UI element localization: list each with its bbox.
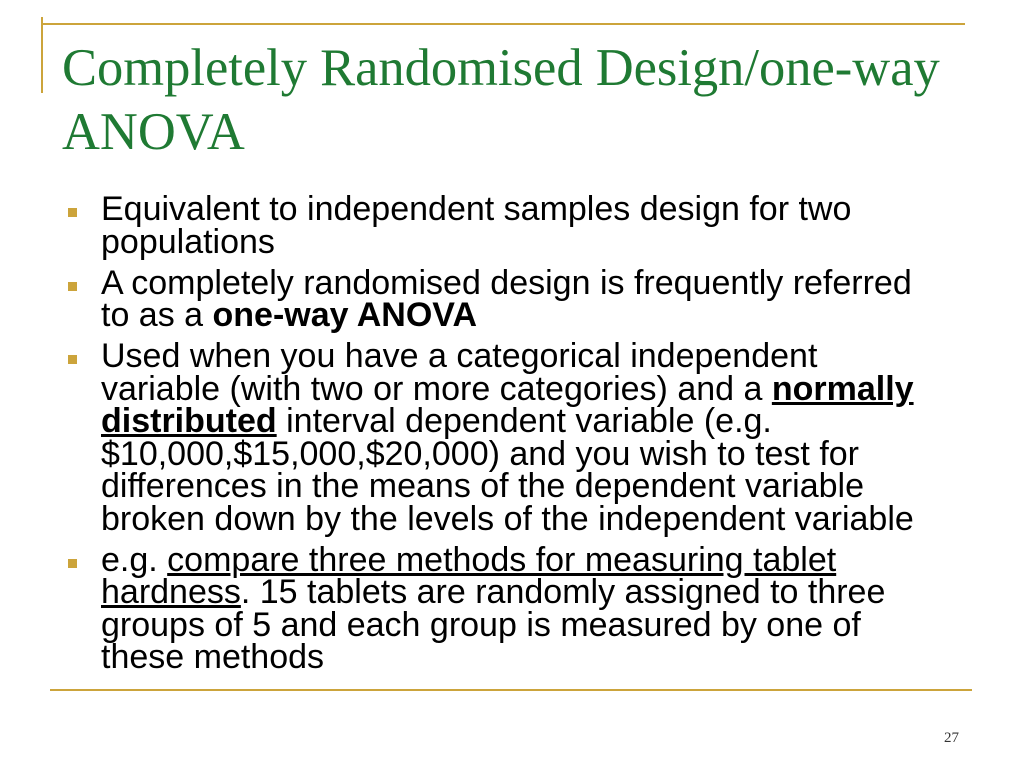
left-rule [41,17,43,93]
text-run: e.g. [101,540,168,579]
square-bullet-icon [68,282,77,291]
text-run: Used when you have a categorical independent variable (with two or more categories) and a [101,337,818,408]
square-bullet-icon [68,559,77,568]
emphasis-text: normally distributed [101,369,914,440]
bullet-list [101,190,935,676]
emphasis-text: one-way ANOVA [212,296,477,334]
square-bullet-icon [68,208,77,217]
bullet-item [101,190,935,261]
text-run: and you wish to test for differences in the means of the dependent variable broken down by the levels of the independent variable [101,434,914,538]
bullet-text [101,337,914,538]
bullet-item [101,263,935,334]
bullet-item [101,337,935,538]
bottom-rule [50,689,972,691]
bullet-text [101,190,851,261]
slide-title: Completely Randomised Design/one-way ANOVA [62,39,940,161]
top-rule [42,23,965,25]
text-run: . 15 tablets are randomly assigned to three groups of 5 and each group is measured by one of these methods [101,573,886,676]
bullet-text [101,264,912,335]
currency-example-text: $10,000,$15,000,$20,000) [101,434,500,473]
bullet-text [101,541,885,677]
bullet-item [101,540,935,676]
square-bullet-icon [68,355,77,364]
text-run: A completely randomised design is frequently referred to as a [101,263,912,334]
text-run: Equivalent to independent samples design for two populations [101,190,852,261]
page-number: 27 [944,730,959,746]
text-run: interval dependent variable (e.g. [276,402,772,440]
underlined-text: compare three methods for measuring tablet hardness [101,540,837,611]
